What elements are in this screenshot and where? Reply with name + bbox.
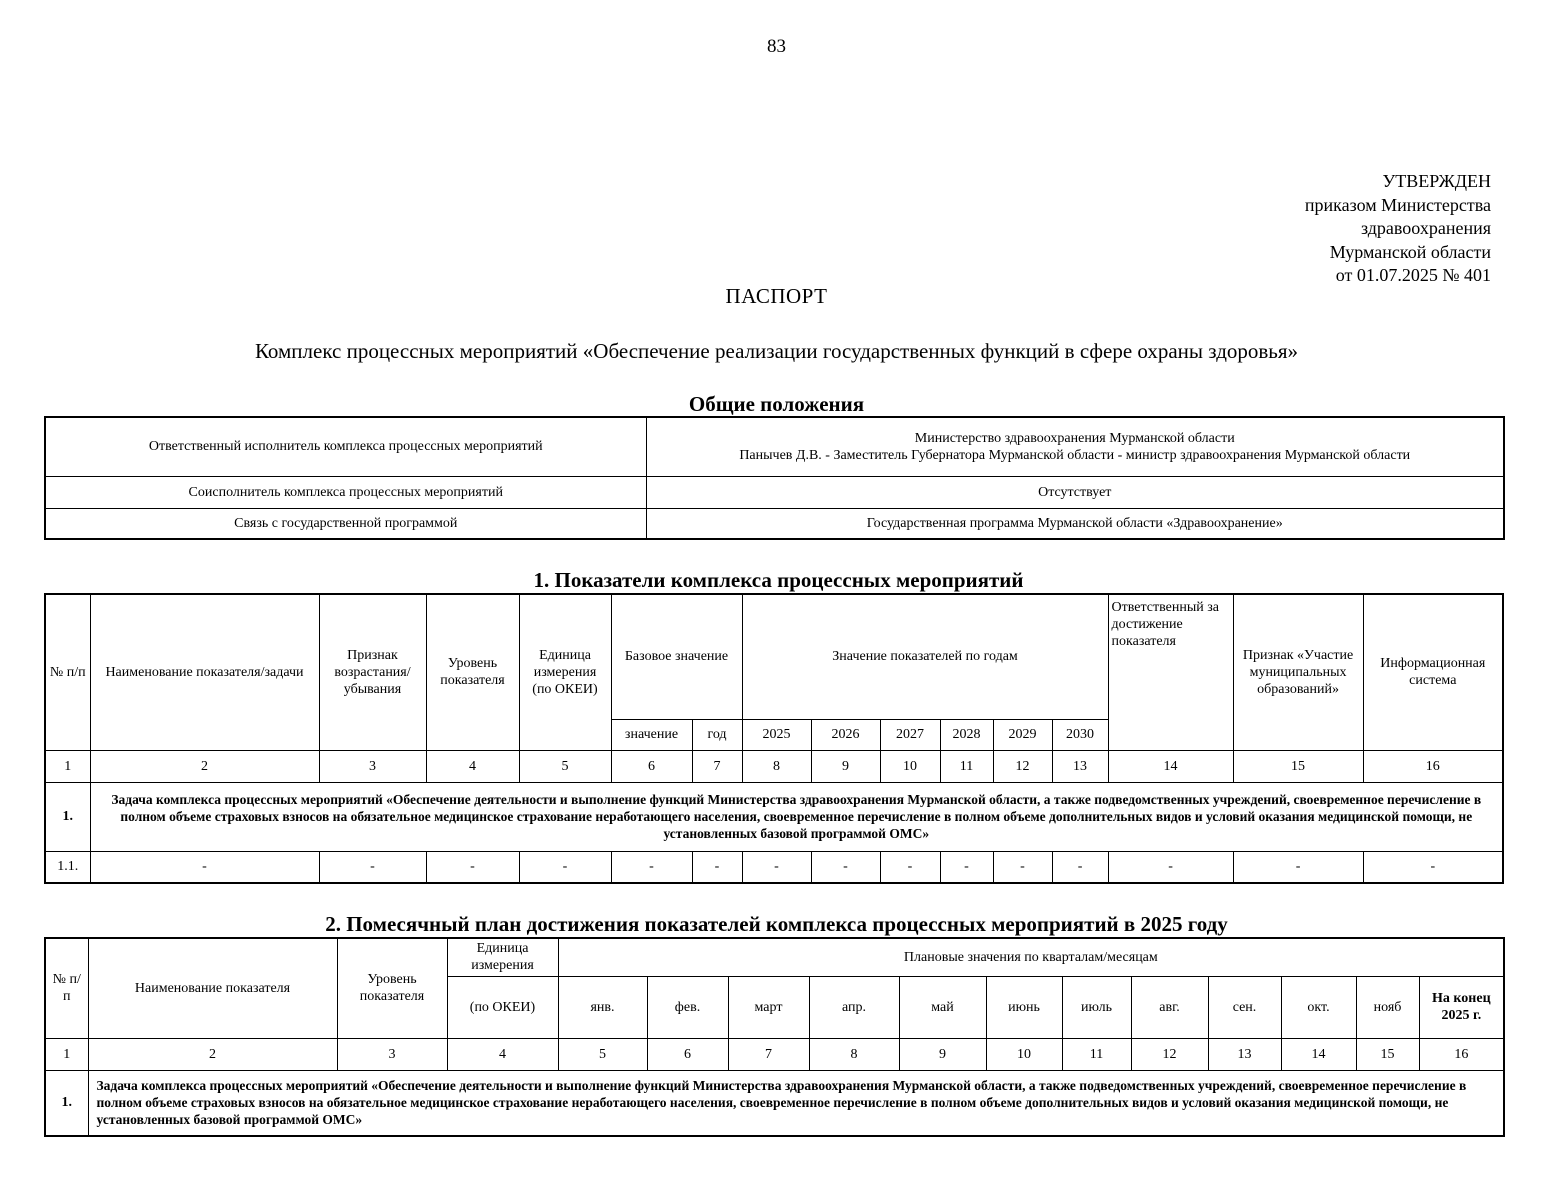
col-number: 13 — [1052, 750, 1108, 782]
header-month: нояб — [1356, 976, 1419, 1038]
col-number: 6 — [611, 750, 692, 782]
col-number: 2 — [90, 750, 319, 782]
header-system: Информационная система — [1363, 594, 1503, 750]
header-municipal: Признак «Участие муниципальных образований» — [1233, 594, 1363, 750]
header-year: 2029 — [993, 719, 1052, 750]
col-number: 1 — [45, 1038, 88, 1070]
header-month: апр. — [809, 976, 899, 1038]
header-months-group: Плановые значения по кварталам/месяцам — [558, 938, 1504, 976]
approval-line: Мурманской области — [1329, 241, 1491, 262]
task-number: 1. — [45, 1070, 88, 1136]
header-trend: Признак возрастания/ убывания — [319, 594, 426, 750]
cell: - — [993, 851, 1052, 883]
approval-stamp — [1305, 170, 1491, 288]
cell: - — [319, 851, 426, 883]
header-base: Базовое значение — [611, 594, 742, 719]
header-year: 2027 — [880, 719, 940, 750]
col-number: 11 — [1062, 1038, 1131, 1070]
col-number: 3 — [319, 750, 426, 782]
col-number: 4 — [447, 1038, 558, 1070]
column-number-row — [45, 1038, 1504, 1070]
col-number: 8 — [742, 750, 811, 782]
general-row — [45, 508, 1504, 539]
col-number: 1 — [45, 750, 90, 782]
col-number: 9 — [811, 750, 880, 782]
cell: - — [742, 851, 811, 883]
task-row — [45, 782, 1503, 851]
indicators-section-title: 1. Показатели комплекса процессных мероприятий — [533, 568, 1024, 592]
header-row — [45, 594, 1503, 719]
header-base-value: значение — [611, 719, 692, 750]
task-text: Задача комплекса процессных мероприятий «Обеспечение деятельности и выполнение функций Министерства здравоохранения Мурманской области, а также подведомственных учреждений, своевременное перечисление в полном объеме страховых взносов на обязательное медицинское страхование неработающего населения, своевременное перечисление в полном объеме дополнительных видов и условий оказания медицинской помощи, не установленных базовой программой ОМС» — [88, 1070, 1504, 1136]
cell: - — [880, 851, 940, 883]
approval-line: от 01.07.2025 № 401 — [1335, 265, 1491, 285]
header-month: июнь — [986, 976, 1062, 1038]
col-number: 5 — [519, 750, 611, 782]
approval-line: приказом Министерства — [1304, 194, 1491, 215]
header-year: 2026 — [811, 719, 880, 750]
col-number: 2 — [88, 1038, 337, 1070]
col-number: 8 — [809, 1038, 899, 1070]
col-number: 14 — [1108, 750, 1233, 782]
header-month: янв. — [558, 976, 647, 1038]
header-unit: Единица измерения — [447, 938, 558, 976]
header-base-year: год — [692, 719, 742, 750]
plan-table — [44, 937, 1505, 1137]
header-row — [45, 938, 1504, 976]
col-number: 6 — [647, 1038, 728, 1070]
header-month: май — [899, 976, 986, 1038]
complex-title: Комплекс процессных мероприятий «Обеспечение реализации государственных функций в сфере охраны здоровья» — [254, 339, 1299, 363]
value-line: Панычев Д.В. - Заместитель Губернатора Мурманской области - министр здравоохранения Мурманской области — [739, 447, 1411, 463]
general-value: Государственная программа Мурманской области «Здравоохранение» — [646, 508, 1504, 539]
header-num: № п/п — [45, 594, 90, 750]
cell: - — [519, 851, 611, 883]
header-level: Уровень показателя — [337, 938, 447, 1038]
cell: - — [1233, 851, 1363, 883]
header-month: фев. — [647, 976, 728, 1038]
cell: - — [611, 851, 692, 883]
cell: - — [1052, 851, 1108, 883]
col-number: 9 — [899, 1038, 986, 1070]
table-row — [45, 851, 1503, 883]
col-number: 11 — [940, 750, 993, 782]
header-month: авг. — [1131, 976, 1208, 1038]
task-number: 1. — [45, 782, 90, 851]
cell: - — [1363, 851, 1503, 883]
col-number: 13 — [1208, 1038, 1281, 1070]
header-year: 2030 — [1052, 719, 1108, 750]
value-line: Министерство здравоохранения Мурманской области — [914, 430, 1235, 446]
passport-title: ПАСПОРТ — [725, 284, 828, 308]
col-number: 16 — [1419, 1038, 1504, 1070]
general-row — [45, 476, 1504, 508]
approval-line: УТВЕРЖДЕН — [1382, 171, 1491, 191]
col-number: 15 — [1356, 1038, 1419, 1070]
col-number: 5 — [558, 1038, 647, 1070]
col-number: 7 — [728, 1038, 809, 1070]
header-years-group: Значение показателей по годам — [742, 594, 1108, 719]
cell: - — [811, 851, 880, 883]
header-name: Наименование показателя — [88, 938, 337, 1038]
row-number: 1.1. — [45, 851, 90, 883]
col-number: 3 — [337, 1038, 447, 1070]
header-level: Уровень показателя — [426, 594, 519, 750]
cell: - — [940, 851, 993, 883]
header-month: июль — [1062, 976, 1131, 1038]
col-number: 7 — [692, 750, 742, 782]
header-unit-okei: (по ОКЕИ) — [447, 976, 558, 1038]
header-name: Наименование показателя/задачи — [90, 594, 319, 750]
general-value: Отсутствует — [646, 476, 1504, 508]
header-month: сен. — [1208, 976, 1281, 1038]
general-row — [45, 417, 1504, 476]
cell: - — [692, 851, 742, 883]
col-number: 10 — [986, 1038, 1062, 1070]
general-label: Связь с государственной программой — [45, 508, 646, 539]
header-month: окт. — [1281, 976, 1356, 1038]
header-month: март — [728, 976, 809, 1038]
indicators-table — [44, 593, 1504, 884]
general-value — [646, 417, 1504, 476]
col-number: 16 — [1363, 750, 1503, 782]
header-year: 2025 — [742, 719, 811, 750]
col-number: 12 — [993, 750, 1052, 782]
col-number: 14 — [1281, 1038, 1356, 1070]
header-num: № п/п — [45, 938, 88, 1038]
general-table — [44, 416, 1505, 540]
col-number: 4 — [426, 750, 519, 782]
approval-line: здравоохранения — [1360, 218, 1491, 238]
cell: - — [90, 851, 319, 883]
header-unit: Единица измерения (по ОКЕИ) — [519, 594, 611, 750]
general-label: Соисполнитель комплекса процессных мероприятий — [45, 476, 646, 508]
page-number: 83 — [767, 36, 786, 57]
col-number: 10 — [880, 750, 940, 782]
cell: - — [1108, 851, 1233, 883]
cell: - — [426, 851, 519, 883]
col-number: 15 — [1233, 750, 1363, 782]
column-number-row — [45, 750, 1503, 782]
plan-section-title: 2. Помесячный план достижения показателей комплекса процессных мероприятий в 2025 году — [325, 912, 1228, 936]
header-year-end: На конец 2025 г. — [1419, 976, 1504, 1038]
general-section-title: Общие положения — [688, 392, 865, 416]
col-number: 12 — [1131, 1038, 1208, 1070]
task-text: Задача комплекса процессных мероприятий «Обеспечение деятельности и выполнение функций Министерства здравоохранения Мурманской области, а также подведомственных учреждений, своевременное перечисление в полном объеме страховых взносов на обязательное медицинское страхование неработающего населения, своевременное перечисление в полном объеме дополнительных видов и условий оказания медицинской помощи, не установленных базовой программой ОМС» — [90, 782, 1503, 851]
general-label: Ответственный исполнитель комплекса процессных мероприятий — [45, 417, 646, 476]
header-year: 2028 — [940, 719, 993, 750]
task-row — [45, 1070, 1504, 1136]
header-responsible: Ответственный за достижение показателя — [1108, 594, 1233, 750]
